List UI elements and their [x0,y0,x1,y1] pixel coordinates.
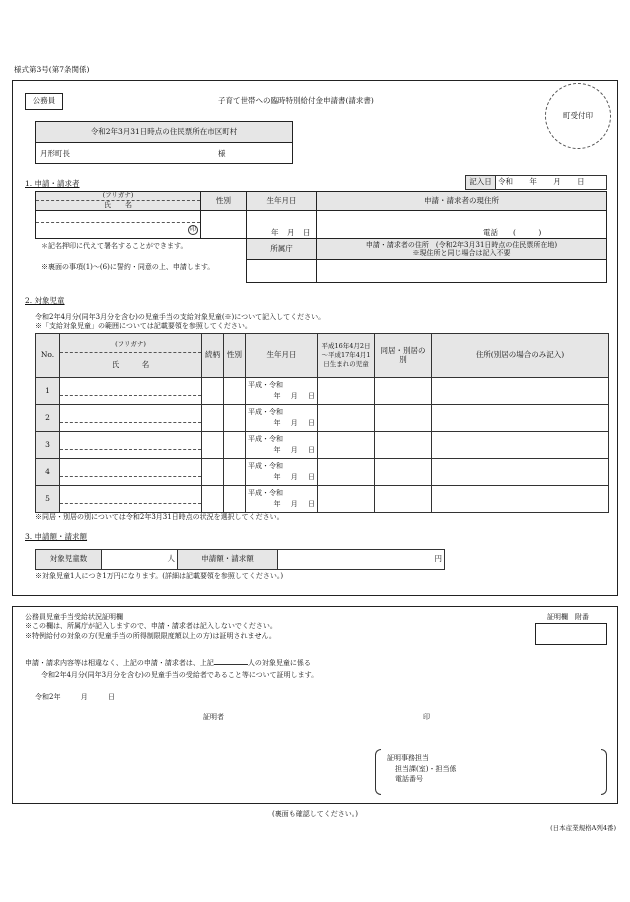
child-cohabit-field[interactable] [375,486,432,513]
applicant-address-field[interactable] [316,210,607,239]
section2-heading: 2. 対象児童 [25,296,65,305]
number-label: 証明欄 附番 [547,613,589,621]
contact-title: 証明事務担当 [387,754,429,762]
child-cohabit-field[interactable] [375,432,432,459]
seal-icon: 印 [188,225,198,235]
child-range-field[interactable] [318,405,375,432]
section1-heading: 1. 申請・請求者 [25,179,80,188]
child-gender-field[interactable] [224,378,246,405]
child-range-field[interactable] [318,378,375,405]
child-range-field[interactable] [318,486,375,513]
child-relation-field[interactable] [202,378,224,405]
children-count-field[interactable]: 人 [102,550,178,570]
child-address-field[interactable] [432,405,609,432]
child-name-field[interactable] [60,432,202,459]
child-cohabit-field[interactable] [375,378,432,405]
child-birth-field[interactable]: 平成・令和 年 月 日 [246,486,318,513]
number-field[interactable] [535,623,607,645]
col-relation: 続柄 [202,334,224,378]
former-address-header: 申請・請求者の住所 (令和2年3月31日時点の住民票所在地) ※現住所と同じ場合は記入不要 [316,238,607,260]
entry-date-table[interactable] [465,175,607,190]
row-number: 1 [36,378,60,405]
child-address-field[interactable] [432,378,609,405]
name-header [35,191,201,211]
form-number: 様式第3号(第7条関係) [14,65,90,74]
applicant-name-field[interactable] [35,210,201,239]
certification-text [25,613,277,641]
child-range-field[interactable] [318,459,375,486]
child-birth-field[interactable]: 平成・令和 年 月 日 [246,432,318,459]
section2-footnote: ※同居・別居の別については令和2年3月31日時点の状況を選択してください。 [35,513,284,521]
residence-addressee[interactable] [35,142,293,164]
certification-date[interactable]: 令和2年 月 日 [35,693,115,701]
child-gender-field[interactable] [224,432,246,459]
child-gender-field[interactable] [224,459,246,486]
child-row[interactable] [36,486,609,513]
applicant-birth-field[interactable]: 年 月 日 [246,210,317,239]
col-cohabit: 同居・別居の別 [375,334,432,378]
child-gender-field[interactable] [224,405,246,432]
certification-note2: ※特例給付の対象の方(児童手当の所得制限限度額以上の方)は証明されません。 [25,631,276,640]
honorific: 様 [218,149,226,158]
section2-intro1: 令和2年4月分(同年3月分を含む)の児童手当の支給対象児童(※)について記入してください。 [35,313,326,321]
section3-heading: 3. 申請額・請求額 [25,532,88,541]
child-name-field[interactable] [60,459,202,486]
child-birth-field[interactable]: 平成・令和 年 月 日 [246,459,318,486]
address-header: 申請・請求者の現住所 [316,191,607,211]
child-range-field[interactable] [318,432,375,459]
phone-label: 電話 [483,228,498,237]
child-name-field[interactable] [60,405,202,432]
children-count-label: 対象児童数 [36,550,102,570]
main-form [12,80,618,596]
certification-heading: 公務員児童手当受給状況証明欄 [25,613,123,621]
col-no: No. [36,334,60,378]
name-label: 氏 名 [104,201,132,209]
certifier-label: 証明者 [203,713,224,721]
statement-line2: 令和2年4月分(同年3月分を含む)の児童手当の受給者であること等について証明します。 [41,671,319,679]
child-name-field[interactable] [60,486,202,513]
birth-header: 生年月日 [246,191,317,211]
agency-header: 所属庁 [246,238,317,260]
row-number: 3 [36,432,60,459]
applicant-block [35,191,607,287]
paper-size: (日本産業規格A列4番) [550,824,616,832]
signature-note: ＊記名押印に代えて署名することができます。 [41,242,188,250]
statement-line1: 申請・請求内容等は相違なく、上記の申請・請求者は、上記 人の対象児童に係る [25,659,311,667]
child-relation-field[interactable] [202,459,224,486]
col-address: 住所(別居の場合のみ記入) [432,334,609,378]
child-cohabit-field[interactable] [375,459,432,486]
addressee: 月形町長 [40,149,70,158]
child-row[interactable] [36,378,609,405]
applicant-gender-field[interactable] [200,210,247,239]
children-table [35,333,609,513]
row-number: 4 [36,459,60,486]
child-birth-field[interactable]: 平成・令和 年 月 日 [246,378,318,405]
contact-phone: 電話番号 [395,775,423,783]
child-relation-field[interactable] [202,405,224,432]
child-address-field[interactable] [432,486,609,513]
furigana-label: (フリガナ) [36,192,200,201]
contact-block [375,749,607,795]
child-row[interactable] [36,405,609,432]
stamp-label: 町受付印 [563,110,593,120]
child-address-field[interactable] [432,432,609,459]
entry-date-label: 記入日 [466,176,496,190]
col-gender: 性別 [224,334,246,378]
former-address-field[interactable] [316,259,607,283]
row-number: 5 [36,486,60,513]
child-cohabit-field[interactable] [375,405,432,432]
children-header-row [36,334,609,378]
col-name: (フリガナ) 氏 名 [60,334,202,378]
form-title: 子育て世帯への臨時特別給付金申請書(請求書) [218,96,374,105]
entry-date-field[interactable]: 令和 年 月 日 [496,176,607,190]
count-blank[interactable] [214,664,248,665]
public-badge: 公務員 [25,93,63,110]
agency-field[interactable] [246,259,317,283]
contact-dept: 担当課(室)・担当係 [395,764,457,773]
child-relation-field[interactable] [202,486,224,513]
child-birth-field[interactable]: 平成・令和 年 月 日 [246,405,318,432]
amount-table [35,549,445,570]
child-name-field[interactable] [60,378,202,405]
amount-field[interactable]: 円 [278,550,445,570]
section2-intro2: ※「支給対象児童」の範囲については記載要領を参照してください。 [35,322,252,330]
back-note: (裏面も確認してください。) [272,810,358,818]
col-birth: 生年月日 [246,334,318,378]
row-number: 2 [36,405,60,432]
section3-note: ※対象児童1人につき1万円になります。(詳細は記載要領を参照してください。) [35,572,284,580]
col-born-range: 平成16年4月2日～平成17年4月1日生まれの児童 [318,334,375,378]
child-row[interactable] [36,432,609,459]
child-gender-field[interactable] [224,486,246,513]
pledge-note: ※裏面の事項(1)～(6)に誓約・同意の上、申請します。 [41,263,215,271]
child-relation-field[interactable] [202,432,224,459]
amount-label: 申請額・請求額 [178,550,278,570]
residence-header: 令和2年3月31日時点の住民票所在市区町村 [35,121,293,143]
certification-note1: ※この欄は、所属庁が記入しますので、申請・請求者は記入しないでください。 [25,622,277,631]
phone-field: ( ) [513,228,542,237]
reception-stamp [545,83,611,149]
child-row[interactable] [36,459,609,486]
certification-box [12,606,618,804]
gender-header: 性別 [200,191,247,211]
certifier-seal: 印 [423,713,430,721]
child-address-field[interactable] [432,459,609,486]
